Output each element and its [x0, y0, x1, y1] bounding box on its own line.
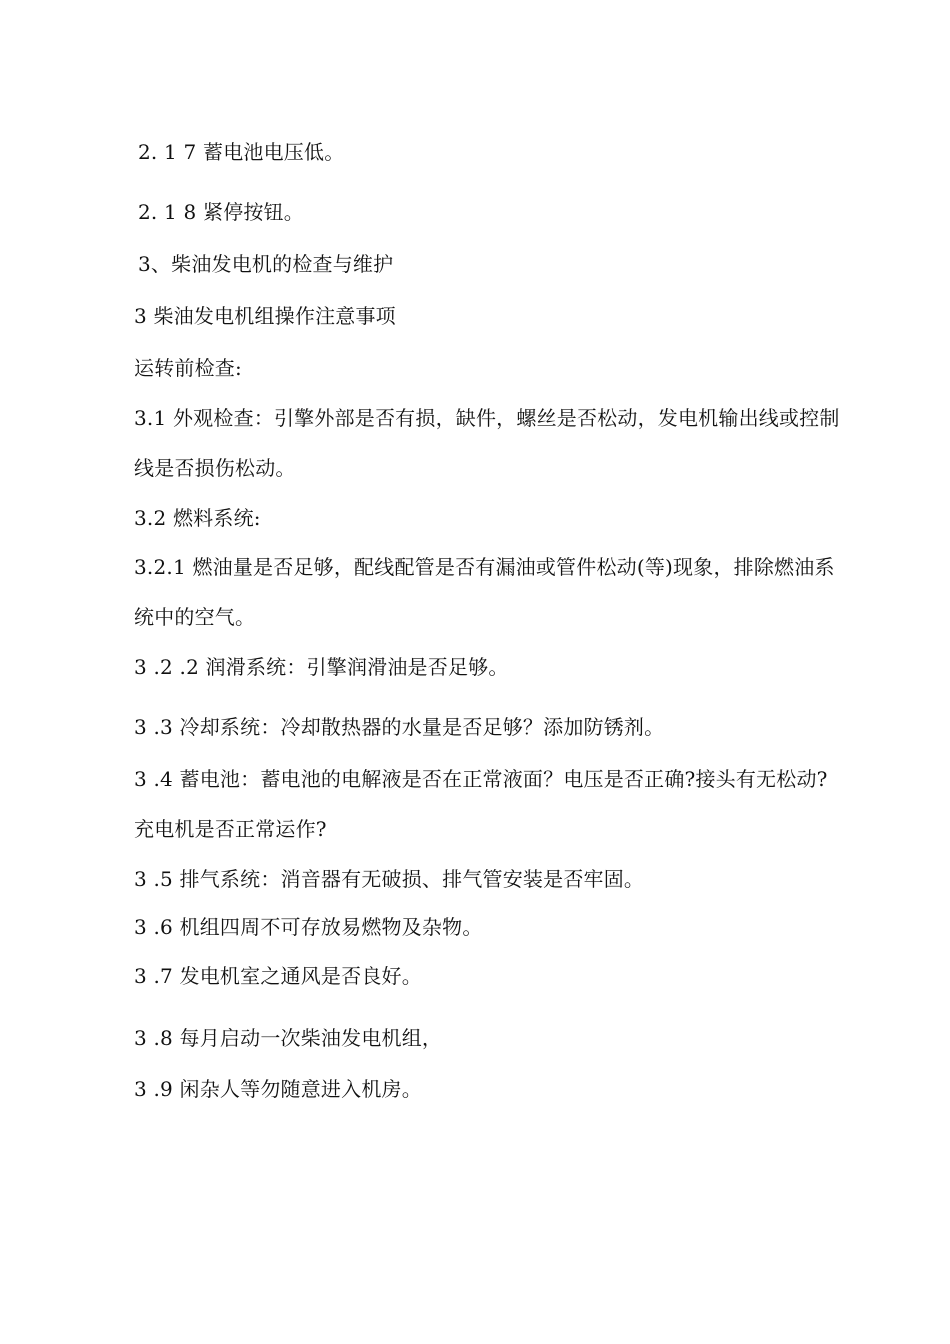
- text-line: 3.2 燃料系统:: [134, 506, 261, 530]
- text-line: 3 .5 排气系统：消音器有无破损、排气管安装是否牢固。: [134, 867, 645, 891]
- text-line: 统中的空气。: [134, 605, 256, 629]
- text-line: 充电机是否正常运作?: [134, 817, 327, 841]
- section-heading: 3、柴油发电机的检查与维护: [138, 252, 394, 276]
- text-line: 3 .3 冷却系统：冷却散热器的水量是否足够？添加防锈剂。: [134, 715, 665, 739]
- text-line: 3 .6 机组四周不可存放易燃物及杂物。: [134, 915, 483, 939]
- text-line: 3 .4 蓄电池：蓄电池的电解液是否在正常液面？电压是否正确?接头有无松动?: [134, 767, 828, 791]
- text-line: 3.2.1 燃油量是否足够，配线配管是否有漏油或管件松动(等)现象，排除燃油系: [134, 555, 835, 579]
- text-line: 3 .7 发电机室之通风是否良好。: [134, 964, 422, 988]
- text-line: 2. 1 8 紧停按钮。: [138, 200, 305, 224]
- text-line: 线是否损伤松动。: [134, 456, 296, 480]
- text-line: 2. 1 7 蓄电池电压低。: [138, 140, 345, 164]
- section-heading: 3 柴油发电机组操作注意事项: [134, 304, 396, 328]
- text-line: 3 .8 每月启动一次柴油发电机组，: [134, 1026, 443, 1050]
- text-line: 3.1 外观检查：引擎外部是否有损，缺件，螺丝是否松动，发电机输出线或控制: [134, 406, 840, 430]
- text-line: 3 .2 .2 润滑系统：引擎润滑油是否足够。: [134, 655, 509, 679]
- text-line: 3 .9 闲杂人等勿随意进入机房。: [134, 1077, 422, 1101]
- text-line: 运转前检查:: [134, 356, 242, 380]
